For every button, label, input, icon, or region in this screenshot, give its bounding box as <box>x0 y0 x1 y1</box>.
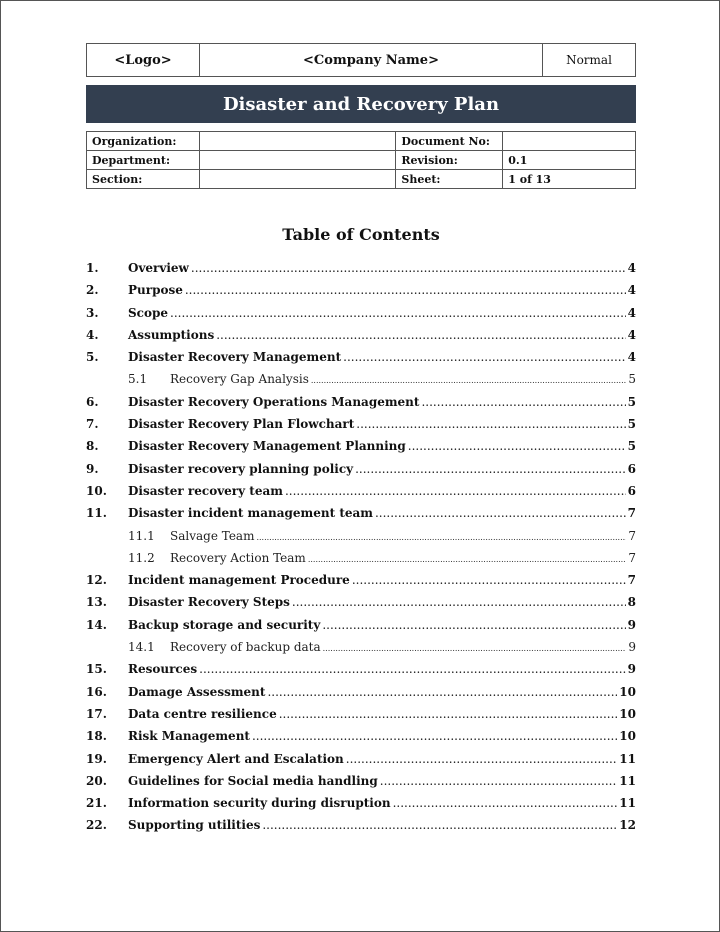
meta-row-organization <box>87 132 636 151</box>
toc-entry-page: 11 <box>619 751 636 766</box>
toc-entry[interactable] <box>86 658 636 680</box>
toc-entry[interactable] <box>86 346 636 368</box>
toc-entry-number: 19. <box>86 751 107 766</box>
toc-entry-number: 18. <box>86 729 107 744</box>
department-label: Department: <box>87 151 200 170</box>
sheet-label: Sheet: <box>396 170 503 189</box>
meta-row-section <box>87 170 636 189</box>
toc-entry-title: Disaster incident management team <box>128 506 373 521</box>
toc-entry-number: 5.1 <box>128 372 148 387</box>
toc-entry[interactable] <box>86 413 636 435</box>
toc-entry-page: 4 <box>627 261 636 275</box>
organization-value <box>199 132 395 151</box>
toc-entry-page: 4 <box>627 305 636 320</box>
toc-entry-page: 7 <box>627 573 636 588</box>
toc-entry-number: 17. <box>86 706 107 721</box>
toc-entry[interactable] <box>86 257 636 279</box>
toc-entry-number: 7. <box>86 417 99 432</box>
toc-entry-number: 14. <box>86 617 107 632</box>
toc-entry[interactable] <box>86 279 636 301</box>
toc-entry-number: 1. <box>86 261 99 275</box>
toc-entry[interactable] <box>86 681 636 703</box>
toc-entry[interactable] <box>86 792 636 814</box>
toc-entry[interactable] <box>86 302 636 324</box>
toc-entry-number: 10. <box>86 483 107 498</box>
document-no-value <box>503 132 636 151</box>
toc-entry-page: 10 <box>619 706 636 721</box>
toc-entry-number: 16. <box>86 684 107 699</box>
toc-entry-page: 11 <box>619 796 636 811</box>
toc-dot-leader <box>191 257 626 279</box>
header-table <box>86 43 636 77</box>
toc-dot-leader <box>311 370 627 392</box>
toc-dot-leader <box>308 549 627 571</box>
toc-entry[interactable] <box>86 480 636 502</box>
toc-dot-leader <box>352 569 626 591</box>
toc-entry-number: 11.2 <box>128 550 155 565</box>
toc-dot-leader <box>216 324 625 346</box>
toc-entry-title: Disaster Recovery Operations Management <box>128 394 420 409</box>
toc-entry-number: 8. <box>86 439 99 454</box>
toc-entry[interactable] <box>86 391 636 413</box>
toc-entry-page: 8 <box>627 595 636 610</box>
section-label: Section: <box>87 170 200 189</box>
toc-dot-leader <box>185 279 626 301</box>
toc-entry-title: Supporting utilities <box>128 818 261 833</box>
toc-entry[interactable] <box>86 748 636 770</box>
toc-entry-number: 13. <box>86 595 107 610</box>
toc-dot-leader <box>285 480 626 502</box>
toc-entry[interactable] <box>86 725 636 747</box>
toc-entry-page: 5 <box>627 417 636 432</box>
toc-entry-title: Assumptions <box>128 327 215 342</box>
metadata-table <box>86 131 636 189</box>
toc-entry[interactable] <box>86 368 636 390</box>
toc-entry[interactable] <box>86 569 636 591</box>
toc-entry-page: 12 <box>619 818 636 833</box>
toc-dot-leader <box>170 302 626 324</box>
toc-dot-leader <box>356 413 625 435</box>
toc-entry-title: Disaster Recovery Steps <box>128 595 290 610</box>
toc-dot-leader <box>408 435 626 457</box>
toc-entry-number: 11.1 <box>128 528 155 543</box>
table-of-contents <box>86 257 636 837</box>
toc-entry-title: Disaster Recovery Management Planning <box>128 439 406 454</box>
toc-entry-page: 6 <box>627 461 636 476</box>
company-name: <Company Name> <box>200 44 543 76</box>
toc-dot-leader <box>199 658 626 680</box>
toc-entry-number: 2. <box>86 283 99 298</box>
toc-entry[interactable] <box>86 614 636 636</box>
revision-value: 0.1 <box>503 151 636 170</box>
toc-entry-title: Information security during disruption <box>128 796 391 811</box>
meta-row-department <box>87 151 636 170</box>
toc-entry[interactable] <box>86 458 636 480</box>
toc-entry[interactable] <box>86 502 636 524</box>
toc-entry-page: 4 <box>627 283 636 298</box>
toc-entry-page: 5 <box>628 372 636 387</box>
toc-entry-number: 21. <box>86 796 107 811</box>
toc-entry[interactable] <box>86 525 636 547</box>
toc-dot-leader <box>421 391 625 413</box>
toc-entry-title: Disaster recovery team <box>128 483 283 498</box>
toc-entry[interactable] <box>86 324 636 346</box>
toc-entry-page: 7 <box>628 550 636 565</box>
toc-entry-number: 14.1 <box>128 640 155 655</box>
logo-placeholder: <Logo> <box>87 44 200 76</box>
toc-dot-leader <box>375 502 626 524</box>
toc-entry-number: 3. <box>86 305 99 320</box>
toc-entry-page: 7 <box>627 506 636 521</box>
organization-label: Organization: <box>87 132 200 151</box>
toc-heading: Table of Contents <box>282 225 440 244</box>
toc-entry-title: Data centre resilience <box>128 706 277 721</box>
toc-entry-number: 15. <box>86 662 107 677</box>
toc-entry[interactable] <box>86 435 636 457</box>
toc-entry[interactable] <box>86 703 636 725</box>
toc-entry-title: Resources <box>128 662 198 677</box>
section-value <box>199 170 395 189</box>
department-value <box>199 151 395 170</box>
toc-entry-title: Incident management Procedure <box>128 573 350 588</box>
toc-dot-leader <box>343 346 626 368</box>
toc-entry[interactable] <box>86 636 636 658</box>
toc-entry-page: 4 <box>627 327 636 342</box>
toc-entry-page: 10 <box>619 729 636 744</box>
toc-entry-title: Damage Assessment <box>128 684 266 699</box>
toc-entry-page: 9 <box>627 617 636 632</box>
toc-entry-page: 6 <box>627 483 636 498</box>
toc-entry-title: Guidelines for Social media handling <box>128 773 378 788</box>
toc-entry-page: 4 <box>627 350 636 365</box>
toc-entry-page: 10 <box>619 684 636 699</box>
document-title: Disaster and Recovery Plan <box>86 85 636 123</box>
toc-entry-number: 4. <box>86 327 99 342</box>
toc-dot-leader <box>279 703 618 725</box>
toc-dot-leader <box>262 814 617 836</box>
toc-entry-number: 9. <box>86 461 99 476</box>
toc-entry-number: 11. <box>86 506 107 521</box>
toc-entry-title: Overview <box>128 261 189 275</box>
toc-dot-leader <box>355 458 626 480</box>
toc-entry-title: Recovery of backup data <box>170 640 321 655</box>
toc-entry-page: 9 <box>627 662 636 677</box>
toc-entry[interactable] <box>86 770 636 792</box>
toc-dot-leader <box>380 770 618 792</box>
sheet-value: 1 of 13 <box>503 170 636 189</box>
toc-dot-leader <box>267 681 617 703</box>
toc-entry[interactable] <box>86 547 636 569</box>
toc-entry-number: 20. <box>86 773 107 788</box>
toc-entry-title: Emergency Alert and Escalation <box>128 751 344 766</box>
toc-dot-leader <box>322 614 625 636</box>
toc-entry-number: 6. <box>86 394 99 409</box>
toc-dot-leader <box>252 725 617 747</box>
toc-entry-number: 22. <box>86 818 107 833</box>
toc-entry-title: Disaster Recovery Management <box>128 350 342 365</box>
toc-entry-page: 5 <box>627 394 636 409</box>
toc-entry-title: Scope <box>128 305 169 320</box>
toc-entry-number: 5. <box>86 350 99 365</box>
toc-dot-leader <box>323 638 627 660</box>
toc-entry-title: Purpose <box>128 283 183 298</box>
toc-entry-title: Risk Management <box>128 729 250 744</box>
toc-entry[interactable] <box>86 814 636 836</box>
revision-label: Revision: <box>396 151 503 170</box>
toc-entry-title: Disaster Recovery Plan Flowchart <box>128 417 355 432</box>
document-no-label: Document No: <box>396 132 503 151</box>
toc-entry-page: 5 <box>627 439 636 454</box>
toc-entry-page: 11 <box>619 773 636 788</box>
toc-dot-leader <box>393 792 618 814</box>
toc-entry-title: Salvage Team <box>170 528 255 543</box>
toc-entry-title: Recovery Gap Analysis <box>170 372 309 387</box>
toc-entry-page: 9 <box>628 640 636 655</box>
toc-entry-page: 7 <box>628 528 636 543</box>
toc-dot-leader <box>256 527 626 549</box>
toc-entry-title: Disaster recovery planning policy <box>128 461 354 476</box>
toc-entry-title: Backup storage and security <box>128 617 321 632</box>
toc-entry-title: Recovery Action Team <box>170 550 306 565</box>
toc-entry[interactable] <box>86 591 636 613</box>
toc-entry-number: 12. <box>86 573 107 588</box>
toc-dot-leader <box>292 591 626 613</box>
classification-label: Normal <box>566 53 612 67</box>
toc-dot-leader <box>346 748 618 770</box>
